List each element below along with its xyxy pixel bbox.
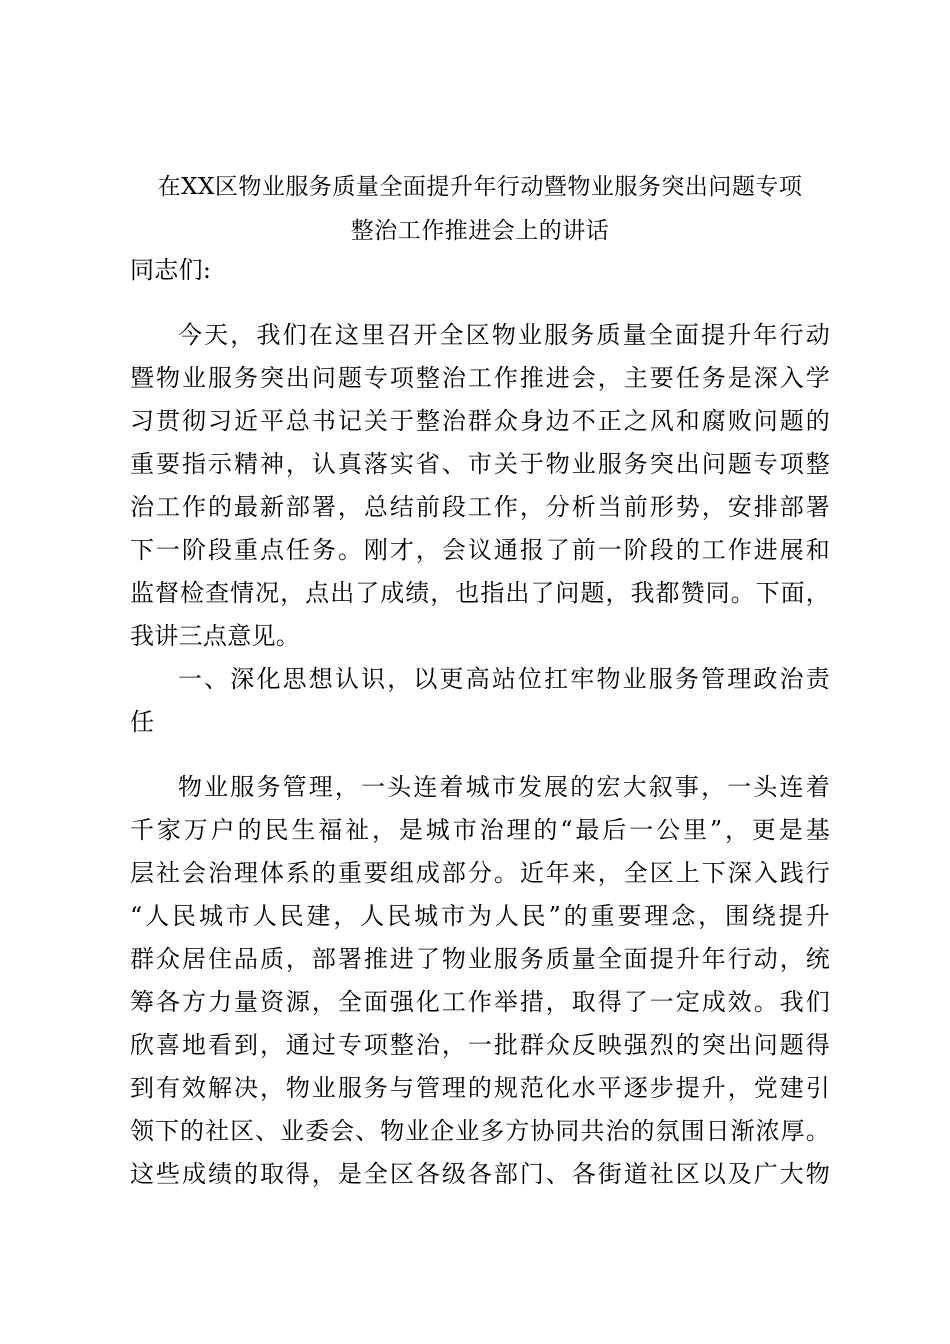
section-heading-line: 任 [130,708,155,736]
body-line: 习贯彻习近平总书记关于整治群众身边不正之风和腐败问题的 [130,407,830,435]
body-line: 欣喜地看到，通过专项整治，一批群众反映强烈的突出问题得 [130,1031,830,1059]
body-line: 层社会治理体系的重要组成部分。近年来，全区上下深入践行 [130,859,830,887]
section-heading-line: 一、深化思想认识，以更高站位扛牢物业服务管理政治责 [178,665,830,693]
body-line: 监督检查情况，点出了成绩，也指出了问题，我都赞同。下面， [130,579,830,607]
body-line: 重要指示精神，认真落实省、市关于物业服务突出问题专项整 [130,450,830,478]
body-line: 今天，我们在这里召开全区物业服务质量全面提升年行动 [178,321,830,349]
salutation: 同志们: [130,256,212,284]
body-line: 物业服务管理，一头连着城市发展的宏大叙事，一头连着 [178,773,830,801]
body-line: 我讲三点意见。 [130,622,301,650]
speech-title-line-2: 整治工作推进会上的讲话 [350,218,610,244]
body-line: 筹各方力量资源，全面强化工作举措，取得了一定成效。我们 [130,988,830,1016]
body-line: “人民城市人民建，人民城市为人民”的重要理念，围绕提升 [130,902,830,930]
body-line: 到有效解决，物业服务与管理的规范化水平逐步提升，党建引 [130,1074,830,1102]
body-line: 千家万户的民生福祉，是城市治理的“最后一公里”，更是基 [130,816,830,844]
body-line: 暨物业服务突出问题专项整治工作推进会，主要任务是深入学 [130,364,830,392]
speech-title-line-1: 在XX区物业服务质量全面提升年行动暨物业服务突出问题专项 [157,174,803,200]
body-line: 治工作的最新部署，总结前段工作，分析当前形势，安排部署 [130,493,830,521]
body-line: 这些成绩的取得，是全区各级各部门、各街道社区以及广大物 [130,1160,830,1188]
body-line: 领下的社区、业委会、物业企业多方协同共治的氛围日渐浓厚。 [130,1117,830,1145]
body-line: 群众居住品质，部署推进了物业服务质量全面提升年行动，统 [130,945,830,973]
body-line: 下一阶段重点任务。刚才，会议通报了前一阶段的工作进展和 [130,536,830,564]
